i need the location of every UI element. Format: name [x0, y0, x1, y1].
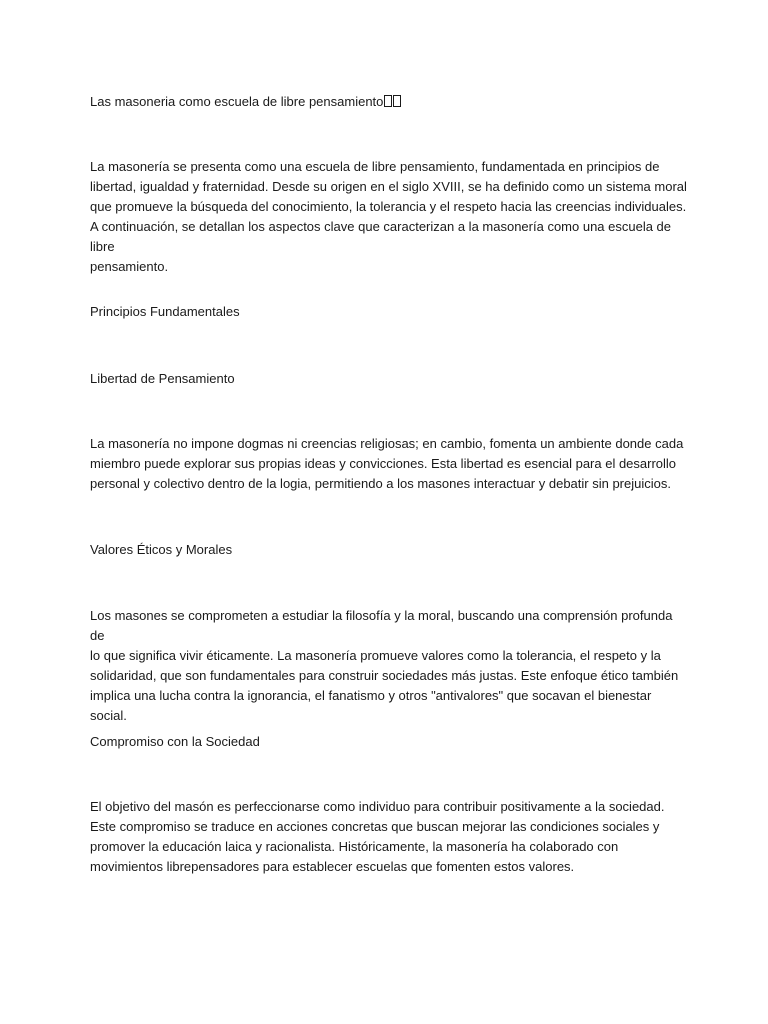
paragraph-line: Este compromiso se traduce en acciones concretas que buscan mejorar las condiciones sociales y: [90, 819, 660, 834]
paragraph-line: movimientos librepensadores para establecer escuelas que fomenten estos valores.: [90, 859, 575, 874]
section-heading: Principios Fundamentales: [90, 304, 240, 319]
subsection-heading-compromiso: Compromiso con la Sociedad: [90, 734, 260, 749]
paragraph-valores: [90, 606, 690, 726]
paragraph-line: implica una lucha contra la ignorancia, el fanatismo y otros "antivalores" que socavan el bienestar social.: [90, 688, 652, 723]
paragraph-line: que promueve la búsqueda del conocimiento, la tolerancia y el respeto hacia las creencias individuales.: [90, 199, 687, 214]
paragraph-line: El objetivo del masón es perfeccionarse como individuo para contribuir positivamente a la sociedad.: [90, 799, 665, 814]
paragraph-line: pensamiento.: [90, 259, 169, 274]
paragraph-line: promover la educación laica y racionalista. Históricamente, la masonería ha colaborado con: [90, 839, 619, 854]
paragraph-line: A continuación, se detallan los aspectos clave que caracterizan a la masonería como una escuela de libre: [90, 219, 672, 254]
paragraph-line: libertad, igualdad y fraternidad. Desde su origen en el siglo XVIII, se ha definido como un sistema moral: [90, 179, 687, 194]
paragraph-line: personal y colectivo dentro de la logia, permitiendo a los masones interactuar y debatir sin prejuicios.: [90, 476, 671, 491]
paragraph-line: La masonería se presenta como una escuela de libre pensamiento, fundamentada en principios de: [90, 159, 660, 174]
title-text: Las masoneria como escuela de libre pensamiento: [90, 94, 384, 109]
subsection-heading-libertad: Libertad de Pensamiento: [90, 371, 235, 386]
paragraph-libertad: [90, 434, 690, 494]
paragraph-compromiso: [90, 797, 690, 877]
paragraph-line: La masonería no impone dogmas ni creencias religiosas; en cambio, fomenta un ambiente donde cada: [90, 436, 684, 451]
subsection-heading-valores: Valores Éticos y Morales: [90, 542, 233, 557]
intro-paragraph: [90, 157, 690, 277]
document-title: [90, 92, 690, 112]
paragraph-line: solidaridad, que son fundamentales para construir sociedades más justas. Este enfoque ético también: [90, 668, 679, 683]
missing-glyph-icon: [393, 95, 401, 107]
paragraph-line: lo que significa vivir éticamente. La masonería promueve valores como la tolerancia, el respeto y la: [90, 648, 661, 663]
paragraph-line: Los masones se comprometen a estudiar la filosofía y la moral, buscando una comprensión profunda de: [90, 608, 673, 643]
missing-glyph-icon: [384, 95, 392, 107]
paragraph-line: miembro puede explorar sus propias ideas y convicciones. Esta libertad es esencial para el desarrollo: [90, 456, 677, 471]
